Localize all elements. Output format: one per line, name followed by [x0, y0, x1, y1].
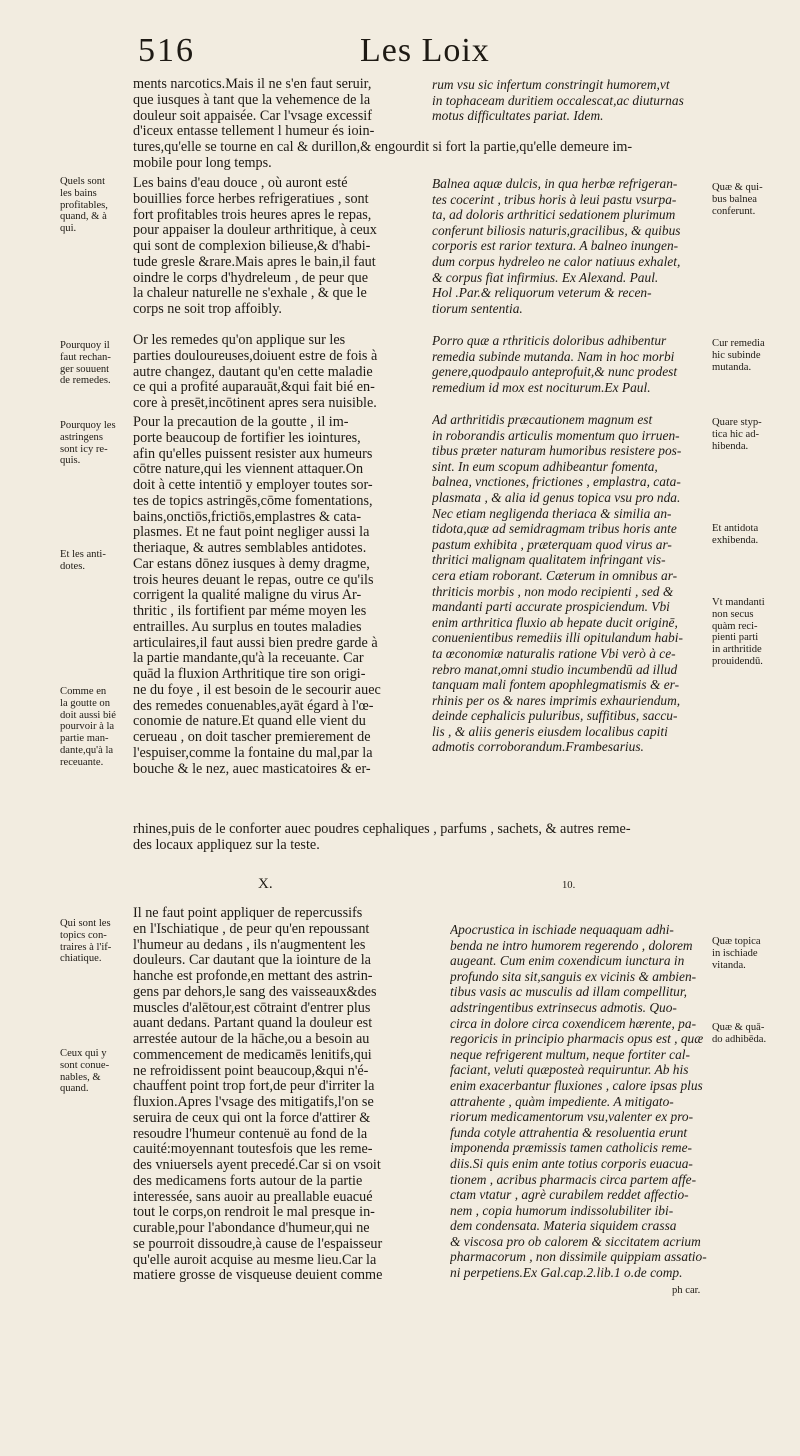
- text-line: tanquam mali fontem apophlegmatismis & er-: [432, 677, 680, 693]
- text-line: arrestée autour de la hāche,ou a besoin au: [133, 1032, 370, 1047]
- text-line: dante,qu'à la: [60, 744, 114, 756]
- text-line: adstringentibus extrinsecus admotis. Quo-: [450, 999, 677, 1015]
- text-line: conferunt.: [712, 205, 756, 217]
- text-line: genere,quodpaulo anteprofuit,& nunc prodest: [432, 364, 678, 380]
- text-line: Quæ topica: [712, 936, 761, 947]
- text-line: tiorum sententia.: [432, 300, 523, 316]
- french-astringent-paragraph: [133, 415, 413, 777]
- text-line: pienti parti: [712, 632, 759, 644]
- text-line: des vniuersels ayent precedé.Car si on vsoit: [133, 1158, 381, 1173]
- text-line: do adhibēda.: [712, 1033, 767, 1045]
- text-line: riorum medicamentorum vsu,valenter ex pro-: [450, 1109, 694, 1125]
- text-line: corps ne soit trop affoibly.: [133, 302, 282, 317]
- text-line: conuenientibus remediis illi opitulandum habi-: [432, 630, 683, 646]
- text-line: nables, &: [60, 1071, 101, 1083]
- text-line: Et antidota: [712, 523, 759, 534]
- text-line: gens par dehors,le sang des vaisseaux&des: [133, 984, 377, 1000]
- text-line: cauité:moyennant toutesfois que les reme-: [133, 1142, 373, 1158]
- text-line: auant dedans. Partant quand la douleur est: [133, 1016, 373, 1032]
- fullwidth-line-2: rhines,puis de le conforter auec poudres cephaliques , parfums , sachets, & autres reme-: [133, 822, 631, 837]
- text-line: la partie mandante,qu'à la receuante. Car: [133, 651, 364, 667]
- text-line: tidota,quæ ad semidragmam tribus horis ante: [432, 521, 677, 537]
- latin-change-paragraph: [432, 333, 712, 395]
- text-line: bouillies force herbes refrigeratiues , sont: [133, 191, 369, 207]
- text-line: faciant, veluti quæposteà requiruntur. Ab his: [450, 1062, 689, 1078]
- latin-section10-paragraph: [450, 922, 712, 1281]
- text-line: Quare styp-: [712, 417, 762, 428]
- text-line: Quels sont: [60, 176, 106, 187]
- text-line: lis , & aliis generis eiusdem localibus capiti: [432, 723, 668, 739]
- margin-note-change-latin: [712, 338, 796, 373]
- text-line: qui sont de complexion bilieuse,& d'habi-: [133, 239, 371, 254]
- latin-top-column: [432, 77, 732, 124]
- text-line: conomie de nature.Et quand elle vient du: [133, 714, 366, 730]
- text-line: bains,onctiōs,frictiōs,emplastres & cata-: [133, 509, 362, 525]
- text-line: Ceux qui y: [60, 1048, 107, 1059]
- text-line: les bains: [60, 187, 97, 199]
- text-line: hic subinde: [712, 349, 761, 361]
- latin-baths-paragraph: [432, 176, 712, 316]
- text-line: tibus præter naturam humoribus resistere pos-: [432, 443, 682, 459]
- text-line: & viscosa pro ob calorem & siccitatem acrium: [450, 1233, 701, 1249]
- text-line: tionem , acribus pharmacis circa partem affe-: [450, 1171, 697, 1187]
- text-line: tes de topics astringēs,cōme fomentations,: [133, 493, 373, 509]
- section-number-french: X.: [258, 876, 273, 892]
- text-line: pour appaiser la douleur arthritique, à ceux: [133, 223, 377, 239]
- text-line: rum vsu sic infertum constringit humorem,vt: [432, 77, 670, 92]
- text-line: Pourquoy il: [60, 340, 110, 351]
- margin-note-mandanti: [712, 597, 796, 668]
- margin-note-ischiatique: [60, 918, 130, 965]
- text-line: interessée, sans auoir au preallable euacué: [133, 1189, 373, 1205]
- text-line: sont conue-: [60, 1059, 110, 1071]
- text-line: remedia subinde mutanda. Nam in hoc morbi: [432, 348, 675, 364]
- text-line: l'humeur au dedans , ils n'augmentent les: [133, 937, 366, 953]
- text-line: profundo sita sit,sanguis ex vicinis & ambien-: [450, 968, 697, 984]
- text-line: motus difficultates pariat. Idem.: [432, 108, 604, 124]
- text-line: regoricis in principio pharmacis opus est , quæ: [450, 1031, 704, 1047]
- text-line: in roborandis articulis momentum quo irruen-: [432, 427, 680, 443]
- margin-note-styptica: [712, 417, 796, 452]
- text-line: augeant. Cum enim coxendicum iunctura in: [450, 953, 685, 969]
- text-line: in ischiade: [712, 947, 758, 959]
- text-line: resoudre l'humeur contenuë au fond de la: [133, 1126, 368, 1142]
- text-line: tout le corps,on rendroit le mal presque in-: [133, 1205, 375, 1221]
- text-line: balnea, vnctiones, frictiones , emplastra, cata-: [432, 474, 681, 490]
- text-line: admotis corroborandum.Frambesarius.: [432, 739, 644, 755]
- text-line: imponenda præmissis tamen catholicis reme-: [450, 1140, 692, 1156]
- text-line: fort profitables trois heures apres le repas,: [133, 207, 372, 223]
- text-line: Les bains d'eau douce , où auront esté: [133, 176, 348, 191]
- text-line: rhinis per os & nares imprimis exhauriendum,: [432, 692, 681, 708]
- text-line: porte beaucoup de fortifier les iointures,: [133, 430, 361, 446]
- section-number-latin: 10.: [562, 880, 576, 891]
- text-line: de remedes.: [60, 375, 111, 387]
- text-line: qu'elle auroit acquise au mesme lieu.Car la: [133, 1252, 377, 1268]
- text-line: qui.: [60, 223, 77, 235]
- margin-note-vitanda: [712, 936, 796, 971]
- text-line: remedium id mox est nociturum.Ex Paul.: [432, 379, 651, 395]
- text-line: la chaleur naturelle ne s'exhale , & que le: [133, 286, 367, 302]
- text-line: pastum exhibita , præterquam quod virus ar-: [432, 536, 672, 552]
- text-line: douleurs. Car dautant que la iointure de la: [133, 953, 371, 969]
- text-line: in arthritide: [712, 644, 762, 656]
- text-line: tica hic ad-: [712, 428, 760, 440]
- text-line: quand, & à: [60, 211, 107, 223]
- margin-note-mandante: [60, 686, 130, 769]
- text-line: commencement de medicamēs lenitifs,qui: [133, 1047, 372, 1063]
- text-line: astringens: [60, 431, 103, 443]
- text-line: dotes.: [60, 560, 86, 572]
- text-line: partie man-: [60, 733, 109, 745]
- text-line: corrigent la qualité maligne du virus Ar-: [133, 588, 362, 604]
- text-line: en l'Ischiatique , de peur qu'en repoussant: [133, 921, 370, 937]
- text-line: matiere grosse de visqueuse deuient comme: [133, 1268, 383, 1284]
- text-line: & corpus fiat infirmius. Ex Alexand. Paul.: [432, 269, 659, 285]
- text-line: Balnea aquæ dulcis, in qua herbæ refrigeran-: [432, 176, 678, 191]
- text-line: se pourroit dissoudre,à cause de l'espaisseur: [133, 1236, 383, 1252]
- text-line: la goutte on: [60, 697, 111, 709]
- margin-note-baths: [60, 176, 130, 235]
- page-number: 516: [138, 32, 195, 69]
- text-line: thritici malignam qualitatem infringant vis-: [432, 552, 666, 568]
- text-line: curable,pour l'abondance d'humeur,qui ne: [133, 1221, 370, 1236]
- latin-catchword: ph car.: [672, 1285, 701, 1296]
- text-line: receuante.: [60, 756, 104, 768]
- text-line: Or les remedes qu'on applique sur les: [133, 333, 346, 348]
- text-line: cera etiam roborant. Cæterum in omnibus ar-: [432, 567, 678, 583]
- text-line: fluxion.Apres l'vsage des mitigatifs,l'on se: [133, 1095, 374, 1110]
- text-line: doit à cette intentiō y employer toutes sor-: [133, 478, 373, 493]
- text-line: oindre le corps d'hydreleum , de peur que: [133, 270, 368, 286]
- margin-note-baths-latin: [712, 182, 796, 217]
- margin-note-antidotes: [60, 549, 130, 573]
- text-line: Cur remedia: [712, 338, 765, 349]
- text-line: quis.: [60, 455, 81, 467]
- text-line: entrailles. Au surplus en toutes maladies: [133, 619, 362, 635]
- text-line: nem , copia humorum indissolubiliter ibi-: [450, 1202, 674, 1218]
- text-line: Il ne faut point appliquer de repercussifs: [133, 906, 363, 921]
- text-line: profitables,: [60, 199, 108, 211]
- text-line: Hol .Par.& reliquorum veterum & recen-: [432, 285, 652, 301]
- fullwidth-line-3: des locaux appliquez sur la teste.: [133, 838, 320, 853]
- text-line: Et les anti-: [60, 549, 106, 560]
- text-line: diis.Si quis enim ante totius corporis euacua-: [450, 1155, 693, 1171]
- text-line: plasmes. Et ne faut point negliger aussi la: [133, 525, 370, 541]
- text-line: exhibenda.: [712, 534, 759, 546]
- text-line: hanche est profonde,en mettant des astrin-: [133, 969, 373, 984]
- text-line: tes cocerint , tribus horis à leui pastu vsurpa-: [432, 191, 677, 207]
- text-line: cerueau , on doit tascher premierement de: [133, 730, 371, 745]
- text-line: topics con-: [60, 929, 107, 941]
- text-line: l'espuiser,comme la fontaine du mal,par la: [133, 745, 373, 761]
- text-line: quād la fluxion Arthritique tire son origi-: [133, 667, 366, 682]
- text-line: Apocrustica in ischiade nequaquam adhi-: [450, 922, 674, 937]
- text-line: dem condensata. Materia siquidem crassa: [450, 1218, 677, 1234]
- french-top-column: [133, 77, 413, 140]
- text-line: prouidendū.: [712, 655, 763, 667]
- text-line: ments narcotics.Mais il ne s'en faut seruir,: [133, 77, 372, 92]
- text-line: Ad arthritidis præcautionem magnum est: [432, 412, 653, 427]
- text-line: dum corpus hydreleo ne calor natiuus exhalet,: [432, 253, 681, 269]
- text-line: Pour la precaution de la goutte , il im-: [133, 415, 349, 430]
- text-line: bus balnea: [712, 193, 758, 205]
- text-line: benda ne intro humorem regerendo , dolorem: [450, 937, 693, 953]
- text-line: seruira de ceux qui ont la force d'attirer &: [133, 1110, 371, 1126]
- text-line: Car estans dōnez iusques à demy dragme,: [133, 556, 370, 572]
- text-line: quàm reci-: [712, 620, 758, 632]
- text-line: tibus vasis ac musculis ad illam compellitur,: [450, 984, 687, 1000]
- margin-note-change: [60, 340, 130, 387]
- text-line: neque refrigerent multum, neque fortiter cal-: [450, 1046, 690, 1062]
- text-line: autre changez, dautant qu'en cette maladie: [133, 364, 373, 380]
- text-line: que iusques à tant que la vehemence de la: [133, 92, 371, 108]
- text-line: chauffent point trop fort,de peur d'irriter la: [133, 1079, 375, 1095]
- text-line: bouche & le nez, auec masticatoires & er-: [133, 761, 371, 777]
- text-line: circa in dolore circa coxendicem hærente, pa-: [450, 1015, 697, 1031]
- text-line: ni perpetiens.Ex Gal.cap.2.lib.1 o.de comp.: [450, 1265, 683, 1281]
- continuation-line: mobile pour long temps.: [133, 156, 272, 171]
- text-line: thritic , ils fortifient par méme moyen les: [133, 604, 367, 619]
- text-line: deinde cephalicis puluribus, suffitibus, saccu-: [432, 708, 678, 724]
- text-line: vitanda.: [712, 959, 746, 971]
- text-line: muscles d'alētour,est cōtraint d'entrer plus: [133, 1000, 371, 1016]
- text-line: sont icy re-: [60, 443, 108, 455]
- margin-note-antidota: [712, 523, 796, 547]
- text-line: conferunt biliosis naturis,gracilibus, & quibus: [432, 222, 681, 238]
- text-line: des medicamens forts autour de la partie: [133, 1173, 363, 1189]
- text-line: Pourquoy les: [60, 420, 116, 431]
- text-line: thriticis morbis , non modo recipienti , sed &: [432, 583, 674, 599]
- text-line: mutanda.: [712, 361, 752, 373]
- margin-note-conuenables: [60, 1048, 130, 1095]
- text-line: d'iceux entasse tellement l humeur és ioin-: [133, 124, 375, 140]
- page-title: Les Loix: [360, 32, 490, 69]
- text-line: ctam vtatur , agrè curabilem reddet affectio-: [450, 1187, 689, 1203]
- text-line: in tophaceam duritiem occalescat,ac diuturnas: [432, 92, 684, 108]
- text-line: ne du foye , il est besoin de le secourir auec: [133, 682, 381, 698]
- text-line: Quæ & quā-: [712, 1022, 765, 1033]
- text-line: pourvoir à la: [60, 721, 115, 733]
- text-line: doit aussi bié: [60, 709, 116, 721]
- text-line: Quæ & qui-: [712, 182, 763, 193]
- text-line: ta œconomiæ naturalis ratione Vbi verò à ce-: [432, 645, 676, 661]
- text-line: trois heures deuant le repas, outre ce qu'ils: [133, 572, 374, 588]
- text-line: Qui sont les: [60, 918, 111, 929]
- text-line: Vt mandanti: [712, 597, 765, 608]
- margin-note-astringent: [60, 420, 130, 467]
- latin-astringent-paragraph: [432, 412, 712, 755]
- text-line: cōtre nature,qui les viennent attaquer.On: [133, 462, 364, 478]
- text-line: core à presēt,incōtinent apres sera nuisible.: [133, 396, 377, 411]
- text-line: Comme en: [60, 686, 107, 697]
- text-line: enim exacerbantur fluxiones , calore ipsas plus: [450, 1077, 703, 1093]
- text-line: Porro quæ a rthriticis doloribus adhibentur: [432, 333, 667, 348]
- text-line: tude gresle &rare.Mais apres le bain,il faut: [133, 254, 376, 270]
- text-line: funda cotyle attrahentia & resoluentia erunt: [450, 1124, 688, 1140]
- text-line: mandanti parti accurate prospiciendum. Vbi: [432, 599, 670, 615]
- text-line: articulaires,il faut aussi bien predre garde à: [133, 635, 378, 651]
- text-line: attrahente , quàm impediente. A mitigato-: [450, 1093, 674, 1109]
- text-line: ne refroidissent point beaucoup,&qui n'é-: [133, 1063, 369, 1079]
- text-line: theriaque, & autres semblables antidotes.: [133, 541, 367, 556]
- french-change-paragraph: [133, 333, 413, 412]
- text-line: ger souuent: [60, 363, 110, 375]
- text-line: chiatique.: [60, 953, 102, 965]
- text-line: douleur soit appaisée. Car l'vsage excessif: [133, 108, 372, 124]
- text-line: pharmacorum , non dissimile quippiam assatio-: [450, 1249, 707, 1265]
- text-line: rebro manat,omni studio incumbendū ad illud: [432, 661, 678, 677]
- fullwidth-line: tures,qu'elle se tourne en cal & durillon,& engourdit si fort la partie,qu'elle demeure im-: [133, 140, 633, 155]
- text-line: non secus: [712, 608, 754, 620]
- text-line: quand.: [60, 1083, 89, 1095]
- french-section10-paragraph: [133, 906, 413, 1284]
- text-line: enim arthritica fluxio ab hepate ducit originē,: [432, 614, 678, 630]
- text-line: Nec etiam negligenda theriaca & similia an-: [432, 505, 672, 521]
- text-line: plasmata , & alia id genus topica vsu pro nda.: [432, 489, 681, 505]
- text-line: ta, ad doloris arthritici sedationem plurimum: [432, 207, 676, 223]
- text-line: afin qu'elles puissent resister aux humeurs: [133, 446, 373, 462]
- text-line: corporis est rarior textura. A balneo inungen-: [432, 238, 679, 254]
- text-line: sint. In eum scopum adhibeantur fomenta,: [432, 458, 658, 474]
- text-line: hibenda.: [712, 440, 749, 452]
- text-line: parties douloureuses,doiuent estre de fois à: [133, 348, 378, 364]
- french-baths-paragraph: [133, 176, 413, 318]
- text-line: ce qui a profité auparauāt,&qui fait bié en-: [133, 380, 375, 396]
- text-line: des remedes conuenables,ayāt égard à l'œ-: [133, 698, 374, 714]
- text-line: faut rechan-: [60, 351, 111, 363]
- margin-note-adhibenda: [712, 1022, 796, 1046]
- text-line: traires à l'if-: [60, 941, 112, 953]
